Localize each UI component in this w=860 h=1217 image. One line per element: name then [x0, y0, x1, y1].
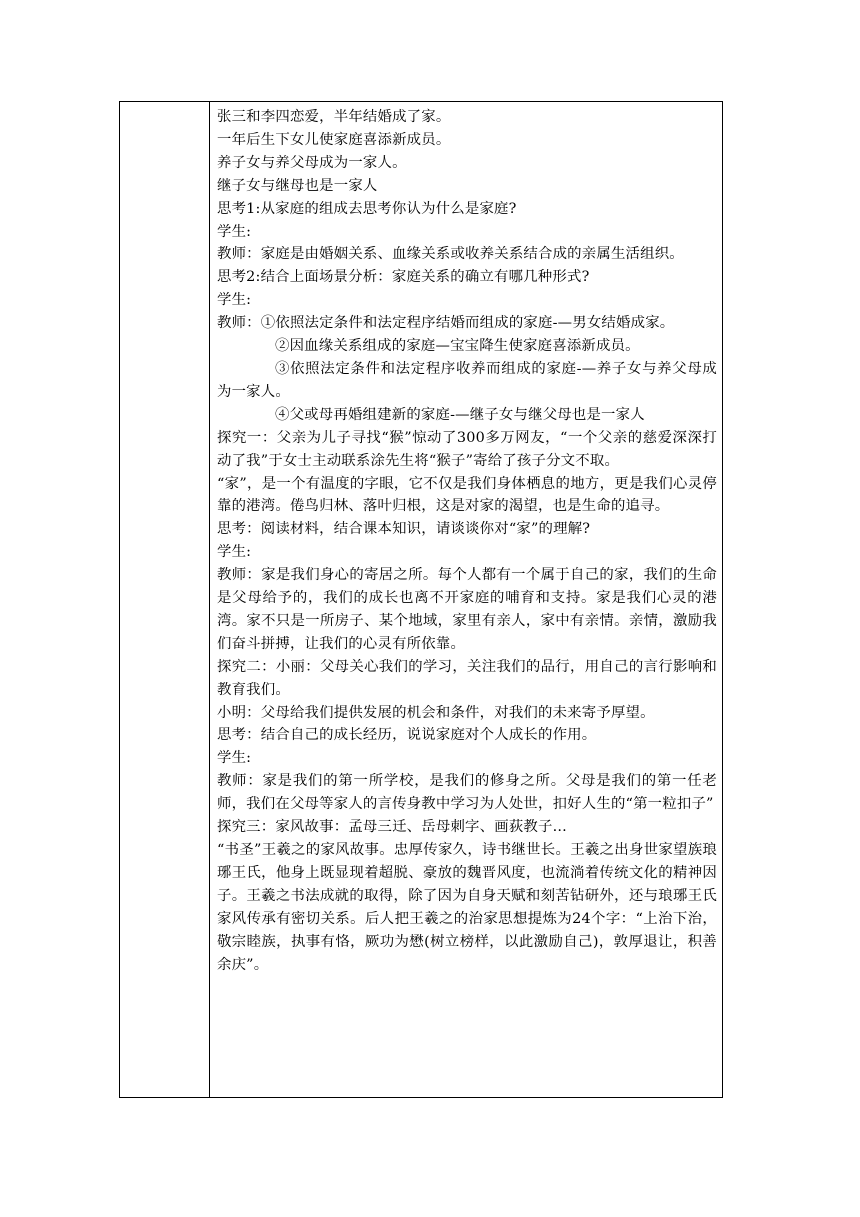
paragraph: “书圣”王羲之的家风故事。忠厚传家久，诗书继世长。王羲之出身世家望族琅琊王氏，他身上既显现着超脱、豪放的魏晋风度，也流淌着传统文化的精神因子。王羲之书法成就的取得，除了因为自身天赋和刻苦钻研外，还与琅琊王氏家风传承有密切关系。后人把王羲之的治家思想提炼为24个字：“上治下治，敬宗睦族，执事有恪，厥功为懋(树立榜样，以此激励自己)，敦厚退让，积善余庆”。 — [217, 842, 717, 973]
paragraph: 小明：父母给我们提供发展的机会和条件，对我们的未来寄予厚望。 — [217, 704, 655, 721]
teacher-paragraph: 教师：家是我们身心的寄居之所。每个人都有一个属于自己的家，我们的生命是父母给予的，我们的成长也离不开家庭的哺育和支持。家是我们心灵的港湾。家不只是一所房子、某个地域，家里有亲人，家中有亲情。亲情，激励我们奋斗拼搏，让我们的心灵有所依靠。 — [217, 567, 717, 652]
student-label: 学生: — [217, 292, 252, 309]
table-cell-left-empty — [120, 102, 209, 1097]
paragraph: 张三和李四恋爱，半年结婚成了家。 — [217, 109, 451, 125]
question-paragraph: 思考：结合自己的成长经历，说说家庭对个人成长的作用。 — [217, 727, 597, 744]
inquiry-paragraph: 探究三：家风故事：孟母三迁、岳母刺字、画荻教子... — [217, 819, 567, 836]
student-label: 学生: — [217, 223, 252, 240]
teacher-list-item: ③依照法定条件和法定程序收养而组成的家庭-—养子女与养父母成为一家人。 — [217, 360, 717, 400]
teacher-paragraph: 教师：家是我们的第一所学校，是我们的修身之所。父母是我们的第一任老师，我们在父母等家人的言传身教中学习为人处世，扣好人生的“第一粒扣子” — [217, 773, 717, 813]
table-cell-content — [217, 106, 717, 1096]
paragraph: 继子女与继母也是一家人 — [217, 177, 378, 194]
student-label: 学生: — [217, 750, 252, 767]
question-paragraph: 思考2:结合上面场景分析：家庭关系的确立有哪几种形式? — [217, 269, 590, 286]
table-column-divider — [209, 101, 210, 1098]
teacher-paragraph: 教师：①依照法定条件和法定程序结婚而组成的家庭-—男女结婚成家。 — [217, 315, 675, 332]
paragraph: 养子女与养父母成为一家人。 — [217, 154, 407, 171]
paragraph: “家”，是一个有温度的字眼，它不仅是我们身体栖息的地方，更是我们心灵停靠的港湾。倦鸟归林、落叶归根，这是对家的渴望，也是生命的追寻。 — [217, 475, 717, 515]
teacher-paragraph: 教师：家庭是由婚姻关系、血缘关系或收养关系结合成的亲属生活组织。 — [217, 246, 684, 263]
student-label: 学生: — [217, 544, 252, 561]
paragraph: 一年后生下女儿使家庭喜添新成员。 — [217, 131, 451, 148]
teacher-list-item: ④父或母再婚组建新的家庭-—继子女与继父母也是一家人 — [275, 406, 645, 423]
inquiry-paragraph: 探究一：父亲为儿子寻找“猴”惊动了300多万网友，“一个父亲的慈爱深深打动了我”于女士主动联系涂先生将“猴子”寄给了孩子分文不取。 — [217, 429, 717, 469]
inquiry-paragraph: 探究二：小丽：父母关心我们的学习，关注我们的品行，用自己的言行影响和教育我们。 — [217, 658, 717, 698]
question-paragraph: 思考：阅读材料，结合课本知识，请谈谈你对“家”的理解? — [217, 521, 591, 538]
question-paragraph: 思考1:从家庭的组成去思考你认为什么是家庭? — [217, 200, 517, 217]
teacher-list-item: ②因血缘关系组成的家庭—宝宝降生使家庭喜添新成员。 — [275, 338, 640, 355]
